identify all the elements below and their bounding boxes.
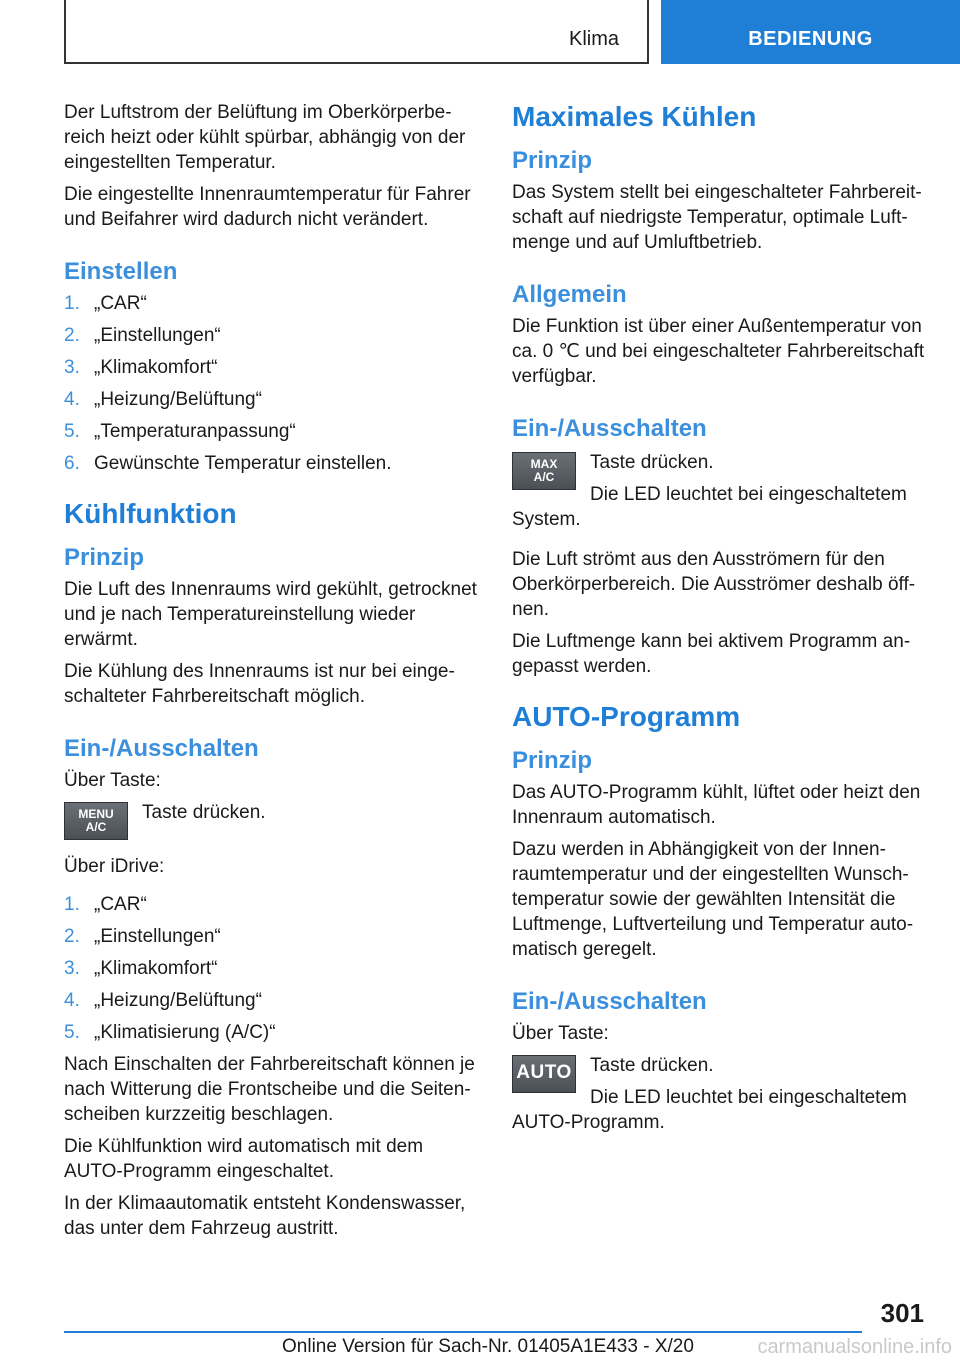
list-item: 2. „Einstellungen“	[64, 325, 221, 346]
paragraph: Die Luft des Innenraums wird gekühlt, getrocknet und je nach Temperatureinstellung wieder erwärmt.	[64, 579, 477, 650]
paragraph: Das AUTO-Programm kühlt, lüftet oder heizt den Innenraum automatisch.	[512, 782, 921, 828]
paragraph: Über Taste:	[64, 770, 161, 791]
heading-maximales-kuehlen: Maximales Kühlen	[512, 101, 757, 132]
list-item: 2. „Einstellungen“	[64, 926, 221, 947]
paragraph: Taste drücken.	[142, 802, 266, 823]
heading-ein-ausschalten: Ein-/Ausschalten	[512, 415, 707, 442]
footer-text: Online Version für Sach-Nr. 01405A1E433 - X/20	[282, 1336, 694, 1357]
paragraph: Die Funktion ist über einer Außentemperatur von ca. 0 ℃ und bei eingeschalteter Fahrbereitschaft verfügbar.	[512, 316, 925, 387]
einstellen-steps	[64, 291, 482, 476]
page-number: 301	[880, 1298, 924, 1328]
heading-ein-ausschalten: Ein-/Ausschalten	[64, 735, 259, 762]
list-item: 5. „Temperaturanpassung“	[64, 421, 296, 442]
heading-prinzip: Prinzip	[512, 747, 593, 774]
paragraph: Über iDrive:	[64, 856, 165, 877]
paragraph: Die Luft strömt aus den Ausströmern für den Oberkörperbereich. Die Ausströmer deshalb öffnen.	[512, 549, 916, 620]
chapter-title: BEDIENUNG	[748, 28, 873, 50]
watermark: carmanualsonline.info	[757, 1336, 952, 1358]
paragraph: Nach Einschalten der Fahrbereitschaft können je nach Witterung die Frontscheibe und die Seitenscheiben kurzzeitig beschlagen.	[64, 1054, 475, 1125]
max-ac-instruction	[512, 450, 932, 532]
idrive-steps	[64, 892, 482, 1045]
menu-ac-key-icon: MENU A/C	[64, 802, 128, 840]
footer-divider	[64, 1331, 862, 1333]
paragraph: Die eingestellte Innenraumtemperatur für Fahrer und Beifahrer wird dadurch nicht verändert.	[64, 184, 471, 230]
list-item: 3. „Klimakomfort“	[64, 958, 218, 979]
paragraph: Dazu werden in Abhängigkeit von der Innenraumtemperatur und der eingestellten Wunschtemperatur sowie der gewählten Intensität die Luftmenge, Luftverteilung und Temperatur automatisch geregelt.	[512, 839, 914, 960]
auto-key-icon: AUTO	[512, 1055, 576, 1093]
heading-allgemein: Allgemein	[512, 281, 627, 308]
heading-kuehlfunktion: Kühlfunktion	[64, 498, 237, 529]
menu-ac-instruction	[64, 800, 482, 840]
left-column	[64, 100, 482, 1248]
header-chapter-tab	[661, 0, 960, 64]
max-ac-key-icon: MAX A/C	[512, 452, 576, 490]
list-item: 6. Gewünschte Temperatur einstellen.	[64, 453, 392, 474]
paragraph: Die Luftmenge kann bei aktivem Programm angepasst werden.	[512, 631, 911, 677]
header-section-box	[64, 0, 649, 64]
heading-einstellen: Einstellen	[64, 258, 178, 285]
paragraph: Die Kühlfunktion wird automatisch mit dem AUTO-Programm eingeschaltet.	[64, 1136, 424, 1182]
heading-auto-programm: AUTO-Programm	[512, 701, 741, 732]
right-column	[512, 100, 932, 1142]
paragraph: In der Klimaautomatik entsteht Kondenswasser, das unter dem Fahrzeug austritt.	[64, 1193, 466, 1239]
paragraph: Über Taste:	[512, 1023, 609, 1044]
paragraph: Die LED leuchtet bei eingeschaltetem System.	[512, 484, 907, 530]
heading-prinzip: Prinzip	[64, 544, 145, 571]
auto-instruction	[512, 1053, 932, 1135]
paragraph: Das System stellt bei eingeschalteter Fahrbereitschaft auf niedrigste Temperatur, optimale Luftmenge und auf Umluftbetrieb.	[512, 182, 922, 253]
list-item: 1. „CAR“	[64, 894, 147, 915]
heading-ein-ausschalten: Ein-/Ausschalten	[512, 988, 707, 1015]
list-item: 4. „Heizung/Belüftung“	[64, 389, 262, 410]
paragraph: Taste drücken.	[590, 452, 714, 473]
list-item: 5. „Klimatisierung (A/C)“	[64, 1022, 276, 1043]
paragraph: Die Kühlung des Innenraums ist nur bei eingeschalteter Fahrbereitschaft möglich.	[64, 661, 455, 707]
heading-prinzip: Prinzip	[512, 147, 593, 174]
list-item: 3. „Klimakomfort“	[64, 357, 218, 378]
paragraph: Der Luftstrom der Belüftung im Oberkörperbereich heizt oder kühlt spürbar, abhängig von der eingestellten Temperatur.	[64, 102, 466, 173]
paragraph: Taste drücken.	[590, 1055, 714, 1076]
section-title: Klima	[568, 28, 619, 50]
list-item: 1. „CAR“	[64, 293, 147, 314]
list-item: 4. „Heizung/Belüftung“	[64, 990, 262, 1011]
paragraph: Die LED leuchtet bei eingeschaltetem AUTO-Programm.	[512, 1087, 907, 1133]
